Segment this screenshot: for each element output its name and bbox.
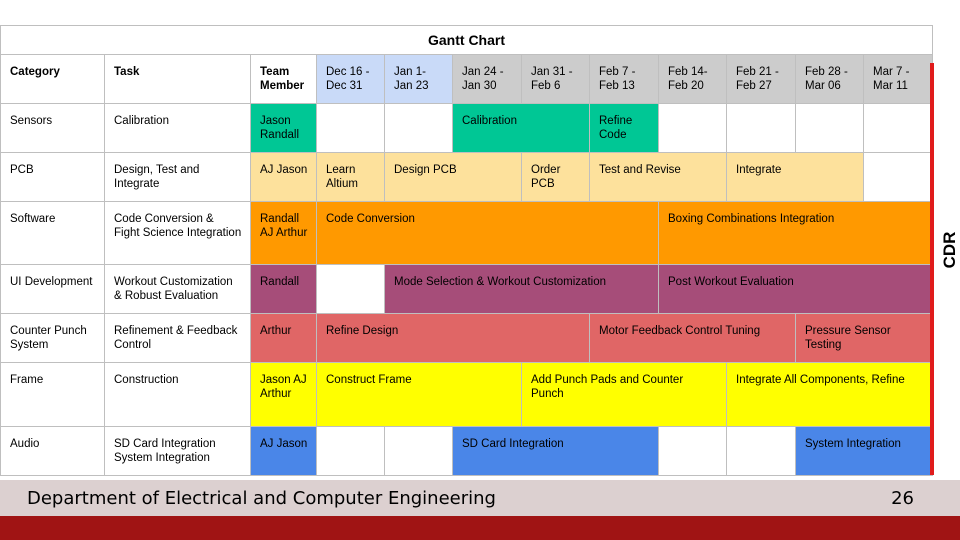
task-bar-boxing-combinations: Boxing Combinations Integration <box>659 202 933 265</box>
row-task: Workout Customization & Robust Evaluation <box>105 265 251 314</box>
gantt-table <box>0 25 933 476</box>
row-members: AJ Jason <box>251 427 317 476</box>
empty-cell <box>864 104 933 153</box>
table-row-counter-punch <box>1 314 933 363</box>
header-week-9: Mar 7 - Mar 11 <box>864 55 933 104</box>
row-members: Randall <box>251 265 317 314</box>
empty-cell <box>727 104 796 153</box>
empty-cell <box>727 427 796 476</box>
row-task: Construction <box>105 363 251 427</box>
empty-cell <box>385 427 453 476</box>
cdr-milestone-label: CDR <box>940 231 959 269</box>
header-category: Category <box>1 55 105 104</box>
row-category: Sensors <box>1 104 105 153</box>
task-bar-integrate: Integrate <box>727 153 864 202</box>
header-team-member: Team Member <box>251 55 317 104</box>
table-row-sensors <box>1 104 933 153</box>
table-title: Gantt Chart <box>1 26 933 55</box>
header-row <box>1 55 933 104</box>
empty-cell <box>796 104 864 153</box>
empty-cell <box>317 265 385 314</box>
header-week-5: Feb 7 - Feb 13 <box>590 55 659 104</box>
row-task: Code Conversion & Fight Science Integration <box>105 202 251 265</box>
row-category: Software <box>1 202 105 265</box>
empty-cell <box>317 427 385 476</box>
task-bar-test-and-revise: Test and Revise <box>590 153 727 202</box>
empty-cell <box>864 153 933 202</box>
task-bar-calibration: Calibration <box>453 104 590 153</box>
header-task: Task <box>105 55 251 104</box>
page-number: 26 <box>891 488 914 509</box>
table-row-audio <box>1 427 933 476</box>
task-bar-punch-pads: Add Punch Pads and Counter Punch <box>522 363 727 427</box>
task-bar-order-pcb: Order PCB <box>522 153 590 202</box>
title-row <box>1 26 933 55</box>
empty-cell <box>317 104 385 153</box>
task-bar-system-integration: System Integration <box>796 427 933 476</box>
task-bar-refine-design: Refine Design <box>317 314 590 363</box>
task-bar-post-workout-evaluation: Post Workout Evaluation <box>659 265 933 314</box>
row-task: Calibration <box>105 104 251 153</box>
footer-accent-bar <box>0 516 960 540</box>
row-category: PCB <box>1 153 105 202</box>
row-members: AJ Jason <box>251 153 317 202</box>
row-members: Jason Randall <box>251 104 317 153</box>
header-week-7: Feb 21 - Feb 27 <box>727 55 796 104</box>
task-bar-design-pcb: Design PCB <box>385 153 522 202</box>
header-week-4: Jan 31 - Feb 6 <box>522 55 590 104</box>
empty-cell <box>659 427 727 476</box>
department-name: Department of Electrical and Computer Engineering <box>27 488 496 509</box>
task-bar-mode-selection: Mode Selection & Workout Customization <box>385 265 659 314</box>
empty-cell <box>385 104 453 153</box>
table-row-frame <box>1 363 933 427</box>
header-week-8: Feb 28 - Mar 06 <box>796 55 864 104</box>
task-bar-learn-altium: Learn Altium <box>317 153 385 202</box>
task-bar-code-conversion: Code Conversion <box>317 202 659 265</box>
task-bar-construct-frame: Construct Frame <box>317 363 522 427</box>
row-members: Randall AJ Arthur <box>251 202 317 265</box>
task-bar-integrate-components: Integrate All Components, Refine <box>727 363 933 427</box>
row-category: Counter Punch System <box>1 314 105 363</box>
table-row-pcb <box>1 153 933 202</box>
task-bar-sd-card: SD Card Integration <box>453 427 659 476</box>
header-week-3: Jan 24 - Jan 30 <box>453 55 522 104</box>
footer <box>0 480 960 516</box>
header-week-2: Jan 1- Jan 23 <box>385 55 453 104</box>
row-category: Frame <box>1 363 105 427</box>
task-bar-refine-code: Refine Code <box>590 104 659 153</box>
table-row-ui-development <box>1 265 933 314</box>
row-category: UI Development <box>1 265 105 314</box>
row-task: Refinement & Feedback Control <box>105 314 251 363</box>
row-members: Jason AJ Arthur <box>251 363 317 427</box>
header-week-6: Feb 14- Feb 20 <box>659 55 727 104</box>
header-week-1: Dec 16 - Dec 31 <box>317 55 385 104</box>
row-task: SD Card Integration System Integration <box>105 427 251 476</box>
row-task: Design, Test and Integrate <box>105 153 251 202</box>
row-members: Arthur <box>251 314 317 363</box>
task-bar-motor-feedback: Motor Feedback Control Tuning <box>590 314 796 363</box>
empty-cell <box>659 104 727 153</box>
row-category: Audio <box>1 427 105 476</box>
task-bar-pressure-sensor: Pressure Sensor Testing <box>796 314 933 363</box>
table-row-software <box>1 202 933 265</box>
